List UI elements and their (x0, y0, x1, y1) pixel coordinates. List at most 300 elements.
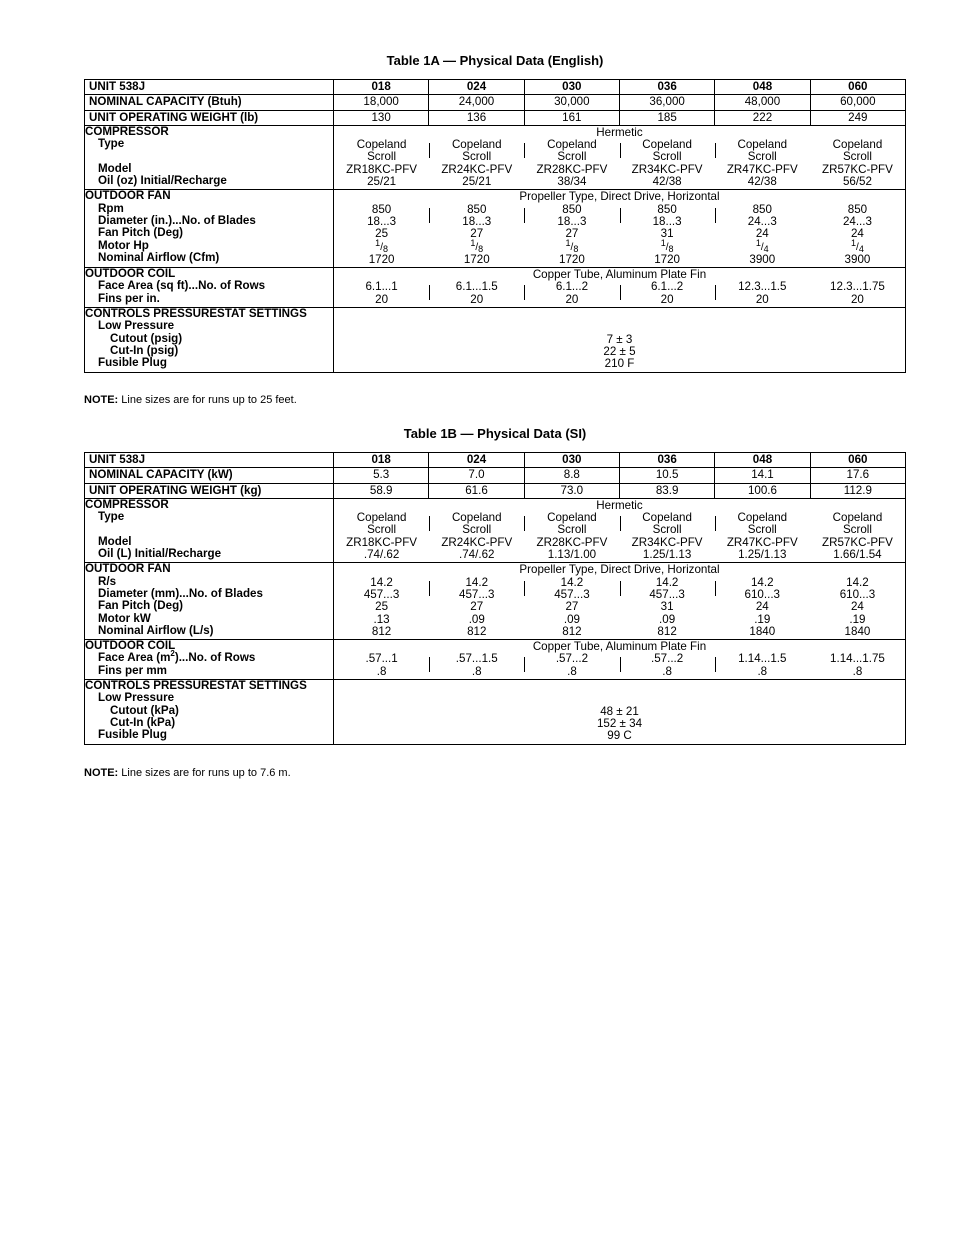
outdoor-coil-section (85, 268, 906, 308)
cell: Copeland (547, 138, 597, 152)
cell: 6.1...2 (555, 280, 589, 294)
fan-columns (334, 204, 905, 266)
compressor-columns (334, 512, 905, 561)
cell: 61.6 (429, 483, 524, 498)
unit-col-060: 060 (810, 453, 905, 468)
cell: Copeland (642, 511, 692, 525)
row-label: Oil (L) Initial/Recharge (98, 547, 222, 561)
cell: Copeland (356, 511, 407, 525)
unit-col-030: 030 (524, 80, 619, 95)
cell: Copeland (832, 138, 883, 152)
cell: 25 (375, 227, 389, 241)
cell: 185 (619, 110, 714, 125)
unit-label: UNIT 538J (85, 80, 334, 95)
value-column (715, 139, 810, 188)
fan-labels (85, 563, 334, 640)
table-header-row (85, 80, 906, 95)
cell: ZR47KC-PFV (726, 535, 798, 549)
cell: Copeland (451, 511, 502, 525)
compressor-section (85, 125, 906, 189)
cell: 850 (847, 202, 868, 216)
cell: .09 (659, 612, 676, 626)
value-column (715, 512, 810, 561)
cell: .8 (852, 664, 863, 678)
row-label: NOMINAL CAPACITY (Btuh) (85, 95, 334, 110)
controls-section (85, 308, 906, 372)
cell: 48,000 (715, 95, 810, 110)
cell: Copeland (737, 511, 788, 525)
row-label: Model (98, 534, 132, 548)
cell: 56/52 (842, 175, 872, 189)
span-value: Propeller Type, Direct Drive, Horizontal (519, 563, 720, 577)
cell: Copeland (737, 138, 788, 152)
section-heading: OUTDOOR FAN (85, 562, 171, 576)
cell: 850 (467, 202, 487, 216)
section-heading: OUTDOOR FAN (85, 189, 171, 203)
value-column (334, 577, 429, 638)
cell: Scroll (747, 150, 777, 164)
unit-col-024: 024 (429, 80, 524, 95)
row-label: Fins per in. (98, 291, 160, 305)
cell: 7.0 (429, 468, 524, 483)
section-heading: CONTROLS PRESSURESTAT SETTINGS (85, 307, 307, 321)
cell: 24...3 (747, 214, 777, 228)
value-column (810, 577, 905, 638)
value-column (810, 653, 905, 678)
row-label: Cut-In (psig) (110, 343, 179, 357)
row-label: Motor Hp (98, 238, 149, 252)
cell: .8 (757, 664, 768, 678)
row-label: Model (98, 161, 132, 175)
cell: Copeland (356, 138, 407, 152)
cell: ZR28KC-PFV (536, 535, 608, 549)
row-label: Face Area (sq ft)...No. of Rows (98, 279, 266, 293)
cell: 610...3 (839, 587, 876, 601)
value-column (429, 139, 524, 188)
cell: 24 (755, 600, 769, 614)
value-column (810, 281, 905, 306)
cell: 1720 (559, 252, 585, 266)
row-label: Fusible Plug (98, 728, 167, 742)
value-column (620, 512, 715, 561)
row-label: Face Area $(m^2)...No$. of Rows (98, 649, 256, 665)
cell: 1720 (463, 252, 490, 266)
cell: .8 (471, 664, 482, 678)
value-column (810, 204, 905, 266)
cell: 1/8 (375, 237, 388, 254)
cell: 17.6 (810, 468, 905, 483)
cell: Scroll (842, 523, 872, 537)
span-value: Hermetic (596, 498, 643, 512)
cell: 457...3 (459, 587, 495, 601)
cell: 22 ± 5 (603, 344, 636, 358)
cell: .8 (376, 664, 387, 678)
cell: 25/21 (462, 175, 492, 189)
cell: 27 (470, 600, 484, 614)
cell: 12.3...1.75 (830, 280, 885, 294)
cell: 24 (850, 600, 864, 614)
cell: 1.66/1.54 (833, 548, 882, 562)
cell: ZR24KC-PFV (441, 162, 513, 176)
cell: 18...3 (462, 214, 492, 228)
section-heading: COMPRESSOR (85, 497, 169, 511)
unit-col-060: 060 (810, 80, 905, 95)
controls-labels (85, 680, 334, 744)
cell: 1/8 (660, 237, 674, 254)
cell: ZR18KC-PFV (346, 162, 418, 176)
cell: 812 (371, 624, 392, 638)
cell: .8 (567, 664, 577, 678)
unit-col-036: 036 (619, 80, 714, 95)
cell: 14.2 (750, 575, 774, 589)
cell: 850 (752, 202, 772, 216)
cell: 25 (375, 600, 389, 614)
fan-labels (85, 190, 334, 268)
cell: Scroll (557, 150, 587, 164)
cell: Scroll (462, 523, 492, 537)
table-1a-note: NOTE: Line sizes are for runs up to 25 feet. (84, 394, 297, 406)
cell: .57...2 (555, 652, 589, 666)
cell: 73.0 (524, 483, 619, 498)
coil-columns (334, 653, 905, 678)
cell: 31 (660, 227, 674, 241)
cell: Scroll (652, 150, 682, 164)
cell: 42/38 (652, 175, 682, 189)
cell: 30,000 (524, 95, 619, 110)
cell: 812 (562, 624, 582, 638)
compressor-labels (85, 498, 334, 562)
cell: 6.1...2 (650, 280, 684, 294)
compressor-values (334, 498, 906, 562)
unit-col-048: 048 (715, 453, 810, 468)
cell: Scroll (557, 523, 587, 537)
cell: .57...2 (650, 652, 684, 666)
cell: 610...3 (744, 587, 780, 601)
cell: 1720 (654, 252, 680, 266)
cell: ZR34KC-PFV (631, 535, 703, 549)
cell: 12.3...1.5 (738, 280, 787, 294)
compressor-values (334, 125, 906, 189)
table-row (85, 483, 906, 498)
coil-columns (334, 281, 905, 306)
cell: 1.25/1.13 (642, 548, 692, 562)
cell: 58.9 (334, 483, 429, 498)
cell: Scroll (367, 150, 397, 164)
outdoor-fan-section (85, 563, 906, 640)
cell: ZR47KC-PFV (726, 162, 798, 176)
cell: ZR18KC-PFV (346, 535, 418, 549)
cell: Copeland (832, 511, 883, 525)
physical-data-english-table (84, 79, 906, 373)
compressor-columns (334, 139, 905, 188)
row-label: Diameter (in.)...No. of Blades (98, 213, 256, 227)
unit-col-036: 036 (619, 453, 714, 468)
cell: 112.9 (810, 483, 905, 498)
value-column (620, 653, 715, 678)
cell: ZR28KC-PFV (536, 162, 608, 176)
cell: .8 (662, 664, 672, 678)
cell: 42/38 (747, 175, 777, 189)
cell: Scroll (747, 523, 777, 537)
cell: 20 (470, 292, 484, 306)
cell: .19 (754, 612, 771, 626)
cell: 20 (375, 292, 389, 306)
value-column (524, 653, 619, 678)
row-label: R/s (98, 574, 117, 588)
cell: 457...3 (649, 587, 685, 601)
cell: Scroll (367, 523, 397, 537)
cell: 20 (850, 292, 864, 306)
outdoor-coil-section (85, 640, 906, 680)
cell: 6.1...1.5 (455, 280, 498, 294)
row-label: Nominal Airflow (L/s) (98, 623, 214, 637)
cell: 60,000 (810, 95, 905, 110)
row-label: Type (98, 137, 125, 151)
cell: Scroll (842, 150, 872, 164)
cell: ZR24KC-PFV (441, 535, 513, 549)
cell: 99 C (607, 729, 632, 743)
cell: 27 (565, 600, 579, 614)
unit-col-018: 018 (334, 453, 429, 468)
value-column (334, 512, 429, 561)
row-label: Rpm (98, 201, 124, 215)
cell: 136 (429, 110, 524, 125)
row-label: Fins per mm (98, 663, 167, 677)
value-column (620, 204, 715, 266)
cell: Scroll (462, 150, 492, 164)
cell: 24 (755, 227, 769, 241)
cell: .74/.62 (363, 548, 400, 562)
cell: 20 (755, 292, 769, 306)
cell: Copeland (547, 511, 597, 525)
row-label: Oil (oz) Initial/Recharge (98, 174, 227, 188)
value-column (620, 577, 715, 638)
cell: ZR57KC-PFV (822, 162, 893, 176)
cell: 1840 (749, 624, 776, 638)
row-label: NOMINAL CAPACITY (kW) (85, 468, 334, 483)
value-column (715, 204, 810, 266)
fan-values (334, 190, 906, 268)
value-column (715, 577, 810, 638)
cell: 1720 (368, 252, 395, 266)
table-header-row (85, 453, 906, 468)
cell: 222 (715, 110, 810, 125)
cell: 152 ± 34 (596, 716, 643, 730)
cell: 83.9 (619, 483, 714, 498)
coil-values (334, 640, 906, 680)
value-column (524, 512, 619, 561)
cell: 18...3 (652, 214, 682, 228)
cell: 1.13/1.00 (547, 548, 597, 562)
value-column (715, 653, 810, 678)
table-1b-title: Table 1B — Physical Data (SI) (403, 426, 587, 441)
controls-values (334, 308, 906, 372)
cell: 457...3 (554, 587, 590, 601)
table-row (85, 95, 906, 110)
section-heading: COMPRESSOR (85, 124, 169, 138)
cell: 1/4 (755, 237, 769, 254)
row-label: Type (98, 510, 125, 524)
value-column (334, 653, 429, 678)
row-label: Cutout (psig) (110, 331, 183, 345)
row-label: Fusible Plug (98, 356, 167, 370)
value-column (524, 577, 619, 638)
cell: 24...3 (842, 214, 872, 228)
unit-col-048: 048 (715, 80, 810, 95)
row-label: UNIT OPERATING WEIGHT (lb) (85, 110, 334, 125)
span-value: Propeller Type, Direct Drive, Horizontal (519, 190, 720, 204)
coil-labels (85, 640, 334, 680)
cell: 100.6 (715, 483, 810, 498)
cell: 18...3 (367, 214, 397, 228)
cell: 31 (660, 600, 674, 614)
cell: Copeland (451, 138, 502, 152)
cell: 850 (657, 202, 677, 216)
value-column (429, 577, 524, 638)
value-column (524, 204, 619, 266)
cell: 25/21 (367, 175, 397, 189)
cell: 1/4 (851, 237, 864, 254)
cell: 1.14...1.5 (738, 652, 787, 666)
value-column (334, 281, 429, 306)
row-label: Low Pressure (98, 319, 175, 333)
cell: 27 (565, 227, 579, 241)
coil-labels (85, 268, 334, 308)
span-value: Hermetic (596, 125, 643, 139)
cell: 6.1...1 (365, 280, 398, 294)
cell: 161 (524, 110, 619, 125)
unit-col-030: 030 (524, 453, 619, 468)
cell: 457...3 (363, 587, 400, 601)
physical-data-si-table (84, 452, 906, 745)
cell: 249 (810, 110, 905, 125)
cell: 20 (565, 292, 579, 306)
cell: 18...3 (557, 214, 587, 228)
row-label: Fan Pitch (Deg) (98, 226, 184, 240)
cell: 14.2 (560, 575, 584, 589)
value-column (429, 204, 524, 266)
cell: 14.2 (655, 575, 679, 589)
unit-col-024: 024 (429, 453, 524, 468)
compressor-labels (85, 125, 334, 189)
cell: 24,000 (429, 95, 524, 110)
row-label: Fan Pitch (Deg) (98, 599, 184, 613)
section-heading: OUTDOOR COIL (85, 267, 176, 281)
cell: 20 (660, 292, 674, 306)
outdoor-fan-section (85, 190, 906, 268)
cell: .13 (373, 612, 390, 626)
controls-labels (85, 308, 334, 372)
value-column (429, 653, 524, 678)
cell: 7 ± 3 (606, 332, 633, 346)
fan-columns (334, 577, 905, 638)
cell: 10.5 (619, 468, 714, 483)
value-column (715, 281, 810, 306)
cell: ZR34KC-PFV (631, 162, 703, 176)
row-label: UNIT OPERATING WEIGHT (kg) (85, 483, 334, 498)
cell: .74/.62 (459, 548, 495, 562)
cell: .57...1 (365, 652, 398, 666)
row-label: Cut-In (kPa) (110, 715, 176, 729)
cell: 850 (562, 202, 582, 216)
cell: ZR57KC-PFV (822, 535, 893, 549)
cell: 850 (371, 202, 392, 216)
value-column (524, 139, 619, 188)
cell: 36,000 (619, 95, 714, 110)
value-column (429, 512, 524, 561)
table-1b-note: NOTE: Line sizes are for runs up to 7.6 m. (84, 767, 291, 779)
cell: 38/34 (557, 175, 587, 189)
cell: 14.2 (465, 575, 489, 589)
value-column (334, 204, 429, 266)
cell: 18,000 (334, 95, 429, 110)
section-heading: CONTROLS PRESSURESTAT SETTINGS (85, 679, 307, 693)
cell: 3900 (749, 252, 776, 266)
cell: 1/8 (565, 237, 579, 254)
cell: 1840 (844, 624, 871, 638)
cell: 3900 (844, 252, 871, 266)
table-row (85, 110, 906, 125)
fan-values (334, 563, 906, 640)
row-label: Diameter (mm)...No. of Blades (98, 586, 263, 600)
cell: 24 (850, 227, 864, 241)
controls-section (85, 680, 906, 744)
value-column (620, 281, 715, 306)
cell: .19 (849, 612, 866, 626)
cell: 5.3 (334, 468, 429, 483)
cell: 14.2 (370, 575, 393, 589)
cell: .09 (563, 612, 580, 626)
unit-label: UNIT 538J (85, 453, 334, 468)
cell: Copeland (642, 138, 692, 152)
cell: 27 (470, 227, 484, 241)
cell: 14.1 (715, 468, 810, 483)
row-label: Nominal Airflow (Cfm) (98, 250, 220, 264)
span-value: Copper Tube, Aluminum Plate Fin (532, 268, 707, 282)
section-heading: OUTDOOR COIL (85, 639, 176, 653)
value-column (524, 281, 619, 306)
cell: 812 (657, 624, 677, 638)
value-column (334, 139, 429, 188)
cell: 1/8 (470, 237, 484, 254)
cell: .09 (468, 612, 485, 626)
row-label: Low Pressure (98, 691, 175, 705)
value-column (810, 512, 905, 561)
table-row (85, 468, 906, 483)
cell: Scroll (652, 523, 682, 537)
span-value: Copper Tube, Aluminum Plate Fin (532, 640, 707, 654)
row-label: Motor kW (98, 611, 151, 625)
value-column (429, 281, 524, 306)
table-1a-title: Table 1A — Physical Data (English) (386, 53, 604, 68)
row-label: Cutout (kPa) (110, 703, 179, 717)
cell: 130 (334, 110, 429, 125)
value-column (810, 139, 905, 188)
coil-values (334, 268, 906, 308)
cell: 1.25/1.13 (738, 548, 787, 562)
cell: 812 (467, 624, 487, 638)
value-column (620, 139, 715, 188)
cell: 48 ± 21 (600, 704, 639, 718)
controls-values (334, 680, 906, 744)
unit-col-018: 018 (334, 80, 429, 95)
cell: 210 F (604, 357, 635, 371)
compressor-section (85, 498, 906, 562)
cell: 8.8 (524, 468, 619, 483)
cell: 1.14...1.75 (830, 652, 885, 666)
cell: 14.2 (846, 575, 869, 589)
cell: .57...1.5 (455, 652, 498, 666)
